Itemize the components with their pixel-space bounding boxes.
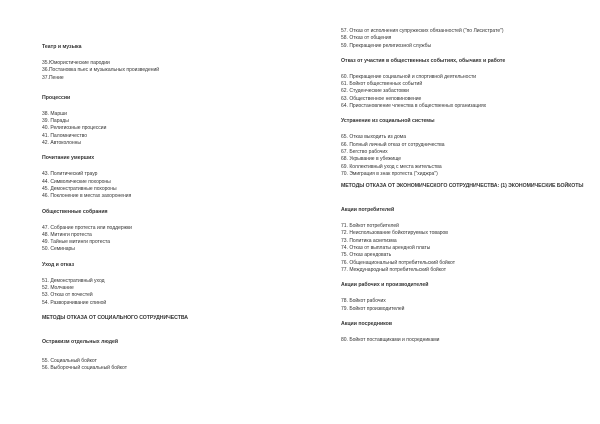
list-item: 40. Религиозные процессии bbox=[42, 125, 107, 132]
list-item: 65. Отказ выходить из дома bbox=[341, 134, 406, 141]
major-heading: МЕТОДЫ ОТКАЗА ОТ СОЦИАЛЬНОГО СОТРУДНИЧЕСТВА bbox=[42, 314, 188, 321]
spacer bbox=[42, 201, 297, 209]
list-item: 41. Паломничество bbox=[42, 132, 88, 139]
list-item: 76. Общенациональный потребительский бойкот bbox=[341, 259, 456, 266]
right-column bbox=[341, 28, 596, 344]
left-column bbox=[42, 44, 297, 373]
section-ostracism bbox=[42, 339, 297, 373]
list-item: 43. Политический траур bbox=[42, 171, 98, 178]
list-item: 39. Парады bbox=[42, 118, 69, 125]
list-item: 68. Укрывание в убежище bbox=[341, 156, 402, 163]
list-item: 69. Коллективный уход с места жительства bbox=[341, 163, 442, 170]
list-item: 74. Отказ от выплаты арендной платы bbox=[341, 245, 431, 252]
list-item: 77. Международный потребительский бойкот bbox=[341, 266, 447, 273]
section-withdrawal bbox=[42, 262, 297, 307]
list-item: 50. Семинары bbox=[42, 246, 75, 253]
section-intermediaries bbox=[341, 321, 596, 344]
list-item: 61. Бойкот общественных событий bbox=[341, 81, 423, 88]
spacer bbox=[42, 147, 297, 155]
section-consumer-actions bbox=[341, 207, 596, 274]
list-item: 62. Студенческие забастовки bbox=[341, 88, 409, 95]
section-heading: Общественные собрания bbox=[42, 208, 108, 215]
list-item: 55. Социальный бойкот bbox=[42, 357, 97, 364]
section-heading: Отказ от участия в общественных событиях, обычаях и работе bbox=[341, 57, 506, 64]
list-item: 42. Автоколонны bbox=[42, 140, 82, 147]
section-heading: Акции потребителей bbox=[341, 207, 395, 214]
section-heading: Остракизм отдельных людей bbox=[42, 338, 119, 345]
list-item: 66. Полный личный отказ от сотрудничества bbox=[341, 141, 445, 148]
list-item: 67. Бегство рабочих bbox=[341, 148, 388, 155]
section-social-events bbox=[341, 58, 596, 110]
section-heading: Устранение из социальной системы bbox=[341, 118, 435, 125]
spacer bbox=[42, 350, 297, 358]
list-item: 51. Демонстративный уход bbox=[42, 277, 105, 284]
list-item: 49. Тайные митинги протеста bbox=[42, 239, 111, 246]
section-public-assemblies bbox=[42, 209, 297, 254]
list-item: 56. Выборочный социальный бойкот bbox=[42, 365, 127, 372]
list-item: 71. Бойкот потребителей bbox=[341, 223, 399, 230]
spacer bbox=[341, 194, 596, 207]
list-item: 44. Символические похороны bbox=[42, 178, 111, 185]
list-item: 37.Пение bbox=[42, 74, 64, 81]
major-heading: МЕТОДЫ ОТКАЗА ОТ ЭКОНОМИЧЕСКОГО СОТРУДНИЧЕСТВА: (1) ЭКОНОМИЧЕСКИЕ БОЙКОТЫ bbox=[341, 183, 584, 190]
list-item: 73. Политика аскетизма bbox=[341, 237, 397, 244]
list-item: 36.Постановка пьес и музыкальных произведений bbox=[42, 67, 160, 74]
list-item: 35.Юмористические пародии bbox=[42, 60, 110, 66]
section-workers-producers bbox=[341, 282, 596, 313]
list-item: 60. Прекращение социальной и спортивной деятельности bbox=[341, 73, 477, 80]
section-social-noncooperation bbox=[42, 315, 297, 322]
list-item: 75. Отказ арендовать bbox=[341, 252, 392, 259]
list-item: 47. Собрание протеста или поддержки bbox=[42, 224, 132, 231]
list-item: 38. Марши bbox=[42, 110, 67, 117]
spacer bbox=[42, 326, 297, 339]
section-economic-noncooperation bbox=[341, 183, 596, 190]
list-item: 53. Отказ от почестей bbox=[42, 292, 93, 299]
section-theater-music bbox=[42, 44, 297, 82]
section-continued bbox=[341, 28, 596, 50]
spacer bbox=[42, 82, 297, 95]
list-item: 79. Бойкот производителей bbox=[341, 305, 405, 312]
list-item: 54. Разворачивание спиной bbox=[42, 299, 107, 306]
spacer bbox=[42, 307, 297, 315]
section-heading: Уход и отказ bbox=[42, 261, 75, 268]
section-processions bbox=[42, 95, 297, 147]
spacer bbox=[341, 50, 596, 58]
section-honoring-dead bbox=[42, 155, 297, 200]
list-item: 52. Молчание bbox=[42, 285, 74, 292]
section-heading: Театр и музыка bbox=[42, 44, 82, 50]
list-item: 45. Демонстративные похороны bbox=[42, 185, 117, 192]
section-heading: Акции рабочих и производителей bbox=[341, 282, 429, 289]
list-item: 64. Приостановление членства в общественных организациях bbox=[341, 103, 487, 110]
list-item: 63. Общественное неповиновение bbox=[341, 95, 422, 102]
spacer bbox=[341, 313, 596, 321]
list-item: 58. Отказ от общения bbox=[341, 35, 392, 42]
spacer bbox=[42, 254, 297, 262]
section-removal bbox=[341, 118, 596, 178]
section-heading: Почитание умерших bbox=[42, 155, 95, 162]
list-item: 78. Бойкот рабочих bbox=[341, 298, 386, 305]
list-item: 46. Поклонение в местах захоронения bbox=[42, 193, 132, 200]
list-item: 80. Бойкот поставщиками и посредниками bbox=[341, 336, 440, 343]
section-heading: Процессии bbox=[42, 94, 71, 101]
list-item: 57. Отказ от исполнения супружеских обязанностей ("по Лисистрате") bbox=[341, 28, 504, 34]
list-item: 72. Неиспользование бойкотируемых товаров bbox=[341, 230, 448, 237]
list-item: 70. Эмиграция в знак протеста ("хиджра") bbox=[341, 170, 438, 177]
list-item: 48. Митинги протеста bbox=[42, 231, 92, 238]
list-item: 59. Прекращение религиозной службы bbox=[341, 42, 432, 49]
section-heading: Акции посредников bbox=[341, 320, 393, 327]
